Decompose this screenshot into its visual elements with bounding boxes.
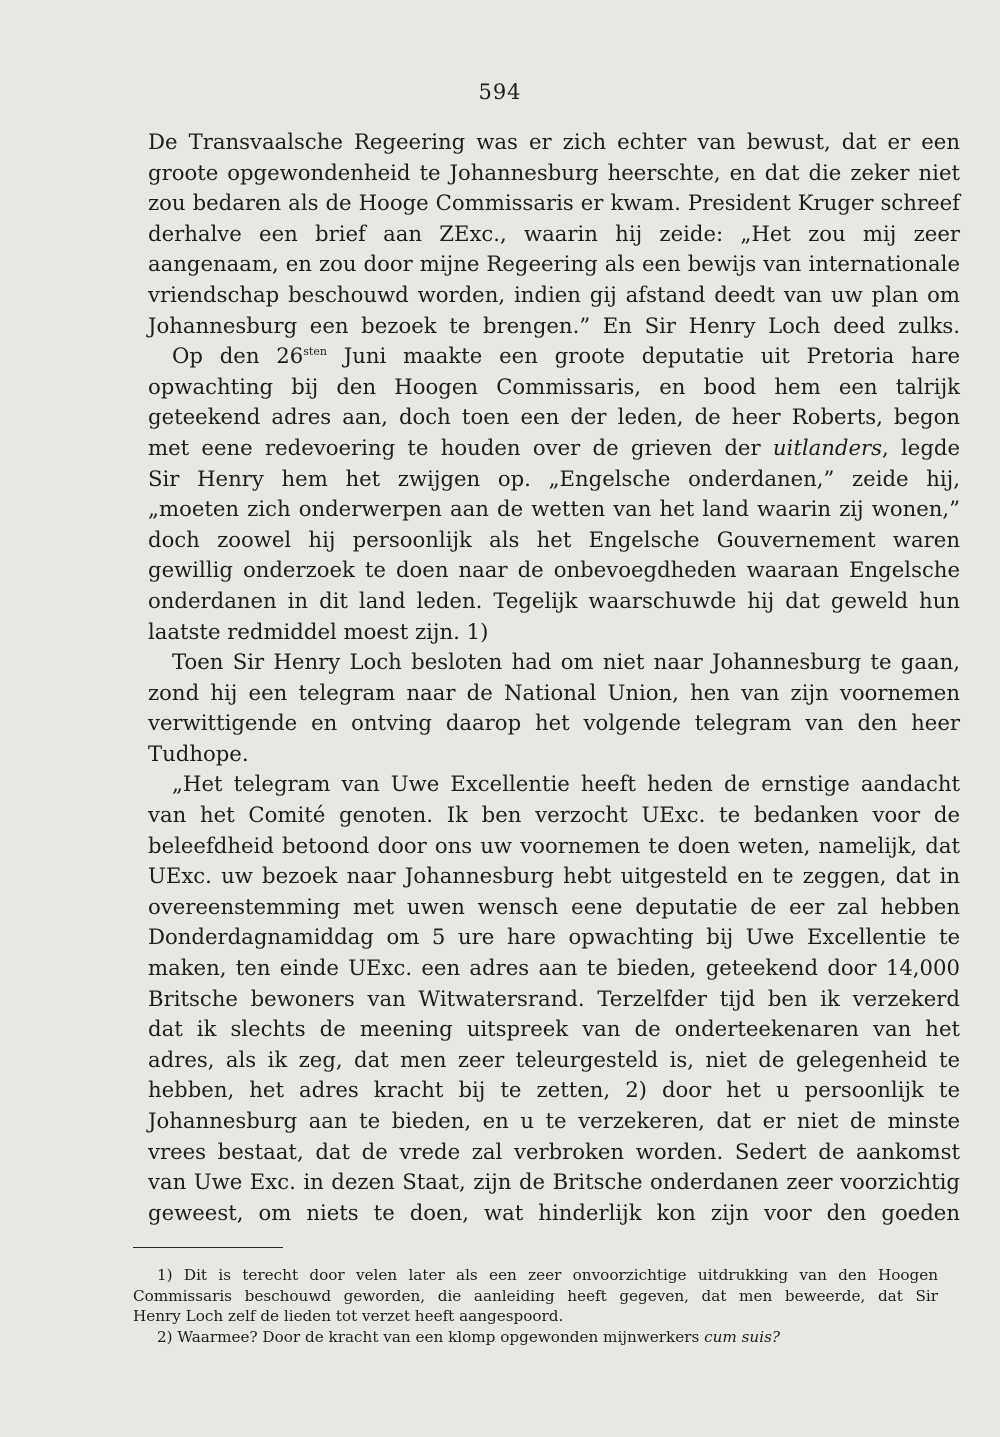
footnote-divider xyxy=(133,1247,283,1248)
text-line xyxy=(148,433,960,464)
text-line: maken, ten einde UExc. een adres aan te bieden, geteekend door 14,000 xyxy=(148,955,960,981)
footnote-line: 1) Dit is terecht door velen later als een zeer onvoorzichtige uitdrukking van den Hoogen xyxy=(157,1266,938,1284)
text-line: dat ik slechts de meening uitspreek van de onderteekenaren van het xyxy=(148,1016,960,1042)
text-line: van Uwe Exc. in dezen Staat, zijn de Britsche onderdanen zeer voorzichtig xyxy=(148,1169,960,1195)
text-line: verwittigende en ontving daarop het volgende telegram van den heer xyxy=(148,710,960,736)
text-line: Tudhope. xyxy=(148,740,249,766)
text-line: Johannesburg een bezoek te brengen.” En Sir Henry Loch deed zulks. xyxy=(148,312,960,338)
page-number: 594 xyxy=(478,80,522,104)
text-line: beleefdheid betoond door ons uw voornemen te doen weten, namelijk, dat xyxy=(148,832,960,858)
text-line: derhalve een brief aan ZExc., waarin hij zeide: „Het zou mij zeer xyxy=(148,220,960,246)
text-line: vrees bestaat, dat de vrede zal verbroken worden. Sedert de aankomst xyxy=(148,1138,960,1164)
text-run: Op den 26 xyxy=(172,343,304,369)
text-line: van het Comité genoten. Ik ben verzocht UExc. te bedanken voor de xyxy=(148,802,960,828)
text-line: aangenaam, en zou door mijne Regeering als een bewijs van internationale xyxy=(148,251,960,277)
text-line: overeenstemming met uwen wensch eene deputatie de eer zal hebben xyxy=(148,893,960,919)
text-line: hebben, het adres kracht bij te zetten, 2) door het u persoonlijk te xyxy=(148,1077,960,1103)
footnote-line: Henry Loch zelf de lieden tot verzet heeft aangespoord. xyxy=(133,1307,564,1325)
text-line: UExc. uw bezoek naar Johannesburg hebt uitgesteld en te zeggen, dat in xyxy=(148,863,960,889)
text-line: adres, als ik zeg, dat men zeer teleurgesteld is, niet de gelegenheid te xyxy=(148,1046,960,1072)
italic-term: cum suis? xyxy=(704,1327,781,1346)
body-text xyxy=(148,127,960,1228)
text-line: Toen Sir Henry Loch besloten had om niet naar Johannesburg te gaan, xyxy=(172,649,960,675)
text-line: gewillig onderzoek te doen naar de onbevoegdheden waaraan Engelsche xyxy=(148,557,960,583)
text-line: zond hij een telegram naar de National Union, hen van zijn voornemen xyxy=(148,679,960,705)
text-line: geweest, om niets te doen, wat hinderlijk kon zijn voor den goeden xyxy=(148,1199,960,1225)
text-line: opwachting bij den Hoogen Commissaris, en bood hem een talrijk xyxy=(148,373,960,399)
text-line: De Transvaalsche Regeering was er zich echter van bewust, dat er een xyxy=(148,129,960,154)
text-line: Britsche bewoners van Witwatersrand. Terzelfder tijd ben ik verzekerd xyxy=(148,985,960,1011)
footnote-line xyxy=(133,1327,938,1348)
text-line: zou bedaren als de Hooge Commissaris er kwam. President Kruger schreef xyxy=(148,190,960,216)
text-line: Johannesburg aan te bieden, en u te verzekeren, dat er niet de minste xyxy=(148,1108,960,1133)
text-run: 2) Waarmee? Door de kracht van een klomp opgewonden mijnwerkers xyxy=(157,1327,705,1346)
text-run: Juni maakte een groote deputatie uit Pretoria hare xyxy=(326,343,960,369)
footnote-line: Commissaris beschouwd geworden, die aanleiding heeft gegeven, dat men beweerde, dat Sir xyxy=(133,1286,938,1305)
text-line: „moeten zich onderwerpen aan de wetten van het land waarin zij wonen,” xyxy=(148,496,960,522)
ordinal-superscript: sten xyxy=(303,345,327,359)
text-line: vriendschap beschouwd worden, indien gij afstand deedt van uw plan om xyxy=(148,281,960,307)
text-line: Sir Henry hem het zwijgen op. „Engelsche onderdanen,” zeide hij, xyxy=(148,465,960,491)
text-line: Donderdagnamiddag om 5 ure hare opwachting bij Uwe Excellentie te xyxy=(148,924,960,950)
text-run: met eene redevoering te houden over de grieven der xyxy=(148,434,773,460)
text-line xyxy=(148,341,960,372)
text-line: groote opgewondenheid te Johannesburg heerschte, en dat die zeker niet xyxy=(148,159,960,185)
text-line: geteekend adres aan, doch toen een der leden, de heer Roberts, begon xyxy=(148,404,960,430)
italic-term: uitlanders xyxy=(772,434,882,460)
text-run: , legde xyxy=(881,434,960,460)
footnotes xyxy=(133,1265,938,1347)
text-line: doch zoowel hij persoonlijk als het Engelsche Gouvernement waren xyxy=(148,526,960,552)
text-line: laatste redmiddel moest zijn. 1) xyxy=(148,618,489,644)
text-line: onderdanen in dit land leden. Tegelijk waarschuwde hij dat geweld hun xyxy=(148,587,960,613)
text-line: „Het telegram van Uwe Excellentie heeft heden de ernstige aandacht xyxy=(172,771,960,797)
